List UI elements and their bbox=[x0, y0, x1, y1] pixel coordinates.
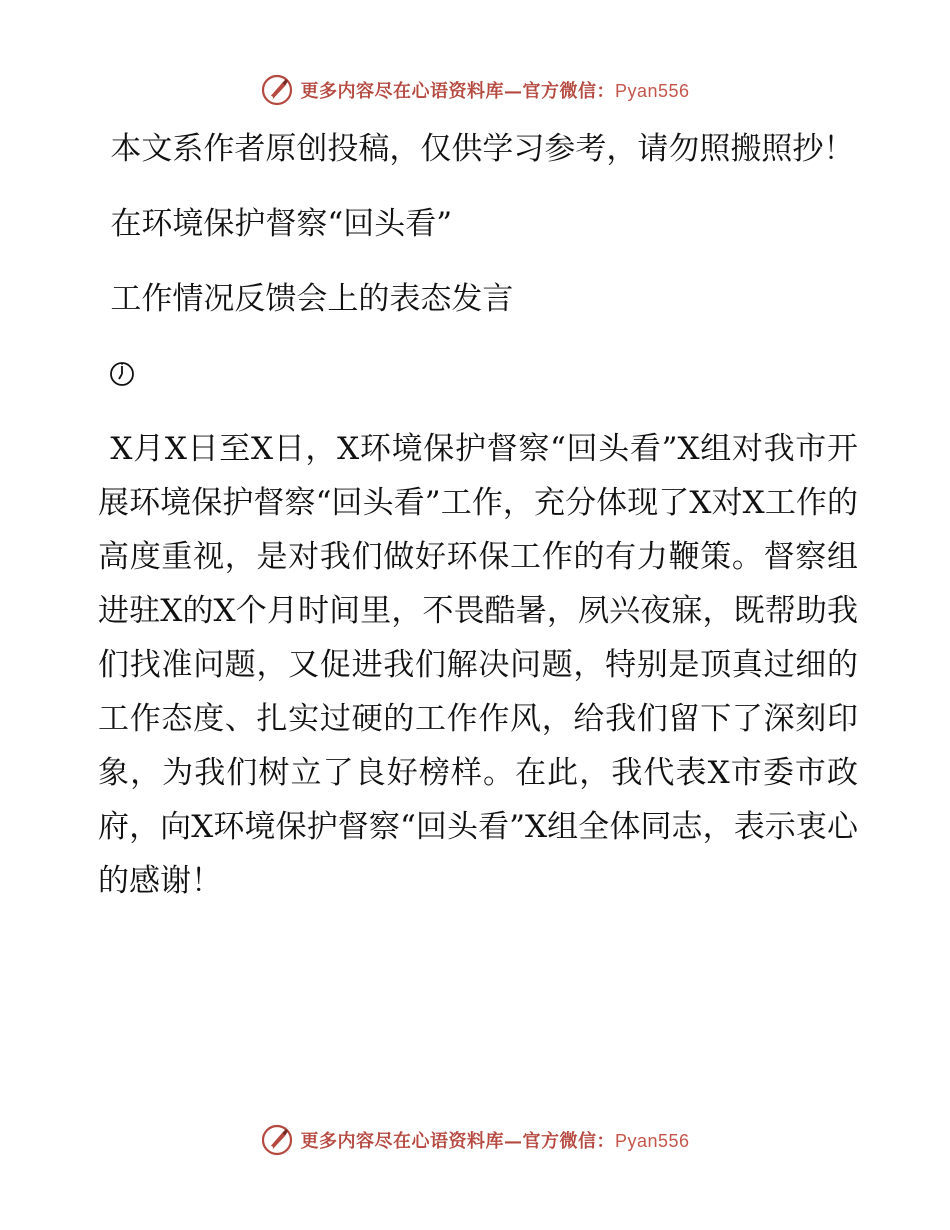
title-line-1: 在环境保护督察“回头看” bbox=[110, 206, 453, 242]
bottom-watermark-banner bbox=[0, 1120, 950, 1160]
pen-seal-icon bbox=[260, 73, 294, 107]
clock-icon bbox=[108, 360, 136, 388]
watermark-wechat-id: Pyan556 bbox=[614, 1131, 690, 1151]
intro-notice: 本文系作者原创投稿，仅供学习参考，请勿照搬照抄！ bbox=[110, 131, 855, 167]
document-content bbox=[98, 122, 858, 908]
title-line-2: 工作情况反馈会上的表态发言 bbox=[110, 281, 514, 317]
watermark-text: 更多内容尽在心语资料库—官方微信：Pyan556 bbox=[300, 1131, 690, 1152]
decoration-row bbox=[98, 347, 858, 401]
top-watermark-banner bbox=[0, 70, 950, 110]
watermark-wechat-id: Pyan556 bbox=[614, 81, 690, 101]
body-paragraph: X月X日至X日，X环境保护督察“回头看”X组对我市开展环境保护督察“回头看”工作，充分体现了X对X工作的高度重视，是对我们做好环保工作的有力鞭策。督察组进驻X的X个月时间里，不畏酷暑，夙兴夜寐，既帮助我们找准问题，又促进我们解决问题，特别是顶真过细的工作态度、扎实过硬的工作作风，给我们留下了深刻印象，为我们树立了良好榜样。在此，我代表X市委市政府，向X环境保护督察“回头看”X组全体同志，表示衷心的感谢！ bbox=[98, 431, 858, 899]
pen-seal-icon bbox=[260, 1123, 294, 1157]
watermark-text: 更多内容尽在心语资料库—官方微信：Pyan556 bbox=[300, 81, 690, 102]
